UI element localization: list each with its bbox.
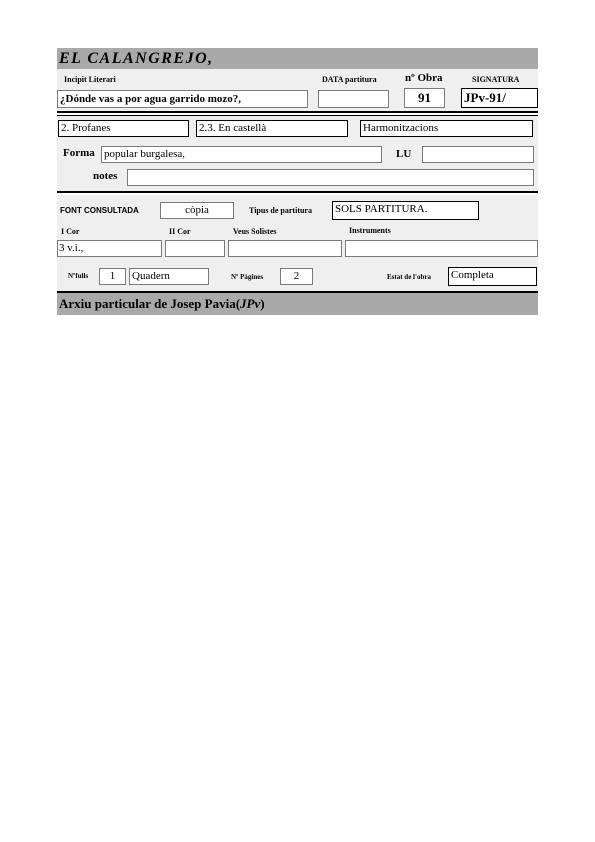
pagines-label: Nº Pàgines xyxy=(231,273,264,281)
estat-label: Estat de l'obra xyxy=(387,273,431,281)
incipit-label: Incipit Literari xyxy=(64,75,116,84)
category-field-1[interactable]: 2. Profanes xyxy=(58,120,189,137)
category-field-3[interactable]: Harmonitzacions xyxy=(360,120,533,137)
quadern-field[interactable]: Quadern xyxy=(129,268,209,285)
divider-2 xyxy=(57,191,538,193)
signatura-label: SIGNATURA xyxy=(472,75,520,84)
archive-title: Arxiu particular de Josep Pavia(JPv) xyxy=(59,296,265,311)
i-cor-field[interactable]: 3 v.i., xyxy=(57,240,162,257)
font-consultada-label: FONT CONSULTADA xyxy=(60,206,139,215)
forma-field[interactable]: popular burgalesa, xyxy=(101,146,382,163)
data-partitura-label: DATA partitura xyxy=(322,75,377,84)
pagines-field[interactable]: 2 xyxy=(280,268,313,285)
fulls-field[interactable]: 1 xyxy=(99,268,126,285)
tipus-partitura-field[interactable]: SOLS PARTITURA. xyxy=(332,201,479,220)
divider-1 xyxy=(57,111,538,113)
data-partitura-field[interactable] xyxy=(318,90,389,108)
category-field-2[interactable]: 2.3. En castellà xyxy=(196,120,348,137)
divider-1b xyxy=(57,115,538,116)
font-consultada-field[interactable]: còpia xyxy=(160,202,234,219)
instruments-field[interactable] xyxy=(345,240,538,257)
obra-number-label: nº Obra xyxy=(405,72,443,84)
instruments-label: Instruments xyxy=(349,226,391,235)
ii-cor-field[interactable] xyxy=(165,240,225,257)
incipit-field[interactable]: ¿Dónde vas a por agua garrido mozo?, xyxy=(57,90,308,108)
ii-cor-label: II Cor xyxy=(169,227,191,236)
i-cor-label: I Cor xyxy=(61,227,80,236)
page-title: EL CALANGREJO, xyxy=(59,50,214,67)
veus-solistes-field[interactable] xyxy=(228,240,342,257)
signatura-field[interactable]: JPv-91/ xyxy=(461,88,538,108)
lu-label: LU xyxy=(396,148,412,160)
forma-label: Forma xyxy=(63,147,95,159)
notes-field[interactable] xyxy=(127,169,534,186)
tipus-partitura-label: Tipus de partitura xyxy=(249,206,312,215)
veus-solistes-label: Veus Solistes xyxy=(233,227,277,236)
lu-field[interactable] xyxy=(422,146,534,163)
notes-label: notes xyxy=(93,170,118,182)
fulls-label: Nºfulls xyxy=(68,272,89,280)
estat-field[interactable]: Completa xyxy=(448,267,537,286)
obra-number-field[interactable]: 91 xyxy=(404,88,445,108)
